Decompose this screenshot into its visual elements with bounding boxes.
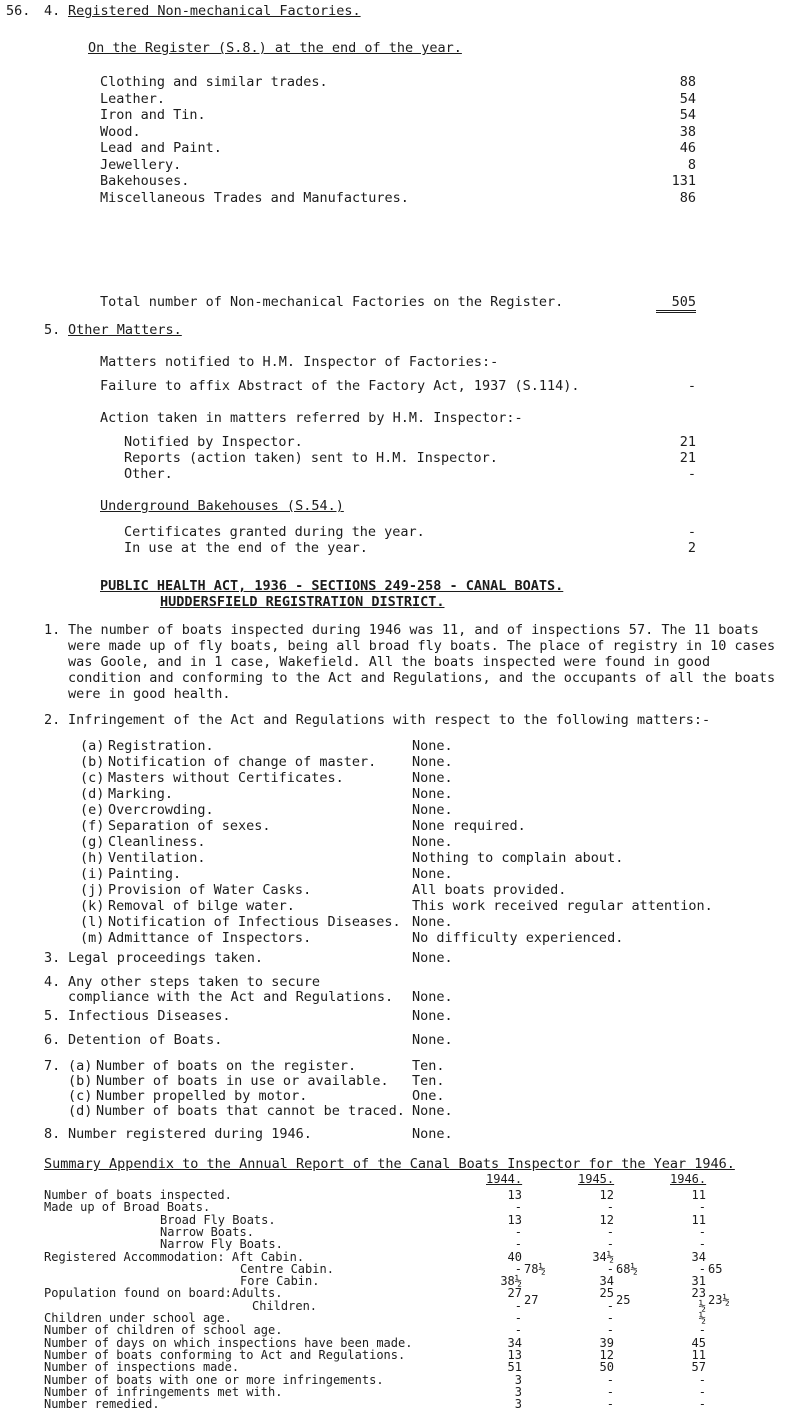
p1-line: condition and conforming to the Act and Regulations, and the occupants of all the boats bbox=[68, 670, 776, 686]
infringement-letter: (e) bbox=[80, 802, 105, 818]
summary-row-label: Registered Accommodation: Aft Cabin. bbox=[44, 1249, 305, 1264]
register-row-label: Jewellery. bbox=[100, 156, 182, 173]
infringement-value: None. bbox=[412, 786, 453, 802]
summary-cell: 12 bbox=[599, 1188, 614, 1202]
item-label2: compliance with the Act and Regulations. bbox=[68, 989, 394, 1005]
summary-row-label: Number of children of school age. bbox=[44, 1323, 283, 1338]
underground-row-label: In use at the end of the year. bbox=[124, 540, 368, 556]
underground-row-value: 2 bbox=[687, 540, 696, 556]
item-value: None. bbox=[412, 950, 453, 966]
summary-cell: 11 bbox=[691, 1188, 706, 1202]
summary-cell: 13 bbox=[507, 1212, 522, 1227]
infringement-letter: (g) bbox=[80, 834, 105, 850]
register-row-value: 8 bbox=[687, 156, 696, 173]
summary-row-label: Children. bbox=[252, 1298, 318, 1313]
p7-label: Number of boats in use or available. bbox=[96, 1073, 389, 1089]
summary-cell: - bbox=[606, 1200, 614, 1215]
item-num: 5. bbox=[44, 1008, 61, 1024]
infringement-letter: (b) bbox=[80, 754, 105, 770]
infringement-letter: (i) bbox=[80, 866, 105, 882]
summary-cell: - bbox=[514, 1237, 522, 1252]
item-num: 4. bbox=[44, 974, 61, 990]
p7-label: Number propelled by motor. bbox=[96, 1088, 308, 1104]
summary-row-label: Number of boats with one or more infringements. bbox=[44, 1372, 384, 1387]
infringement-letter: (d) bbox=[80, 786, 105, 802]
p1-line: was Goole, and in 1 case, Wakefield. All the boats inspected were found in good bbox=[68, 654, 711, 670]
item-value: None. bbox=[412, 1008, 453, 1024]
action-row-value: 21 bbox=[679, 434, 696, 450]
summary-cell: 34½ bbox=[592, 1249, 614, 1264]
infringement-value: None. bbox=[412, 754, 453, 770]
register-row-value: 54 bbox=[679, 90, 696, 107]
summary-cell: - bbox=[698, 1200, 706, 1215]
summary-cell: 3 bbox=[514, 1372, 522, 1387]
item-label: Infectious Diseases. bbox=[68, 1008, 231, 1024]
p2-heading: Infringement of the Act and Regulations with respect to the following matters:- bbox=[68, 712, 711, 728]
summary-cell: - bbox=[606, 1323, 614, 1338]
infringement-value: No difficulty experienced. bbox=[412, 930, 624, 946]
population-total: 27 bbox=[524, 1292, 539, 1307]
action-row-value: - bbox=[687, 466, 696, 482]
summary-cell: 23 bbox=[691, 1286, 706, 1301]
p1-line: The number of boats inspected during 1946 was 11, and of inspections 57. The 11 boats bbox=[68, 622, 759, 638]
summary-cell: - bbox=[698, 1261, 706, 1276]
summary-row-label: Number of days on which inspections have been made. bbox=[44, 1335, 413, 1350]
summary-cell: - bbox=[606, 1384, 614, 1399]
register-row-value: 54 bbox=[679, 107, 696, 123]
infringement-label: Separation of sexes. bbox=[108, 818, 271, 834]
p7-num: 7. bbox=[44, 1058, 61, 1074]
p7-value: Ten. bbox=[412, 1058, 445, 1074]
action-row-label: Reports (action taken) sent to H.M. Inspector. bbox=[124, 450, 498, 466]
p8-num: 8. bbox=[44, 1126, 61, 1142]
register-row-label: Miscellaneous Trades and Manufactures. bbox=[100, 189, 409, 206]
summary-cell: 27 bbox=[507, 1286, 522, 1301]
action-heading: Action taken in matters referred by H.M. Inspector:- bbox=[100, 410, 523, 426]
summary-row-label: Narrow Boats. bbox=[160, 1224, 254, 1239]
summary-cell: - bbox=[514, 1200, 522, 1215]
summary-cell: - bbox=[606, 1224, 614, 1239]
infringement-value: Nothing to complain about. bbox=[412, 850, 624, 866]
summary-cell: 50 bbox=[599, 1360, 614, 1375]
infringement-letter: (h) bbox=[80, 850, 105, 866]
p1-num: 1. bbox=[44, 622, 61, 638]
canal-subtitle: HUDDERSFIELD REGISTRATION DISTRICT. bbox=[160, 594, 445, 610]
p7-value: One. bbox=[412, 1088, 445, 1104]
infringement-label: Ventilation. bbox=[108, 850, 206, 866]
summary-cell: 34 bbox=[507, 1335, 522, 1350]
summary-cell: 51 bbox=[507, 1360, 522, 1375]
infringement-label: Overcrowding. bbox=[108, 802, 214, 818]
summary-cell: 12 bbox=[599, 1212, 614, 1227]
summary-row-label: Number of boats inspected. bbox=[44, 1188, 232, 1202]
item-label: Detention of Boats. bbox=[68, 1032, 223, 1048]
other-title: Other Matters. bbox=[68, 322, 182, 338]
summary-cell: - bbox=[606, 1372, 614, 1387]
p7-letter: (a) bbox=[68, 1058, 93, 1074]
register-row-value: 86 bbox=[679, 189, 696, 206]
infringement-letter: (c) bbox=[80, 770, 105, 786]
p7-letter: (b) bbox=[68, 1073, 93, 1089]
register-row-label: Clothing and similar trades. bbox=[100, 74, 328, 90]
infringement-value: All boats provided. bbox=[412, 882, 567, 898]
other-num: 5. bbox=[44, 322, 61, 338]
infringement-value: None required. bbox=[412, 818, 526, 834]
infringement-letter: (k) bbox=[80, 898, 105, 914]
summary-cell: - bbox=[698, 1224, 706, 1239]
section-title: Registered Non-mechanical Factories. bbox=[68, 3, 361, 19]
summary-row-label: Number remedied. bbox=[44, 1397, 160, 1412]
summary-row-label: Fore Cabin. bbox=[240, 1274, 320, 1289]
summary-cell: 40 bbox=[507, 1249, 522, 1264]
summary-cell: - bbox=[698, 1372, 706, 1387]
summary-cell: - bbox=[606, 1261, 614, 1276]
summary-cell: - bbox=[698, 1323, 706, 1338]
summary-cell: 34 bbox=[691, 1249, 706, 1264]
register-row-value: 46 bbox=[679, 140, 696, 156]
summary-cell: 34 bbox=[599, 1274, 614, 1289]
summary-row-label: Centre Cabin. bbox=[240, 1261, 334, 1276]
summary-row-label: Number of infringements met with. bbox=[44, 1384, 283, 1399]
summary-year: 1946. bbox=[670, 1172, 707, 1186]
register-total-label: Total number of Non-mechanical Factories on the Register. bbox=[100, 294, 564, 310]
summary-cell: 13 bbox=[507, 1188, 522, 1202]
notified-heading: Matters notified to H.M. Inspector of Factories:- bbox=[100, 354, 499, 370]
infringement-label: Masters without Certificates. bbox=[108, 770, 344, 786]
summary-title: Summary Appendix to the Annual Report of the Canal Boats Inspector for the Year 1946. bbox=[44, 1156, 735, 1172]
summary-cell: - bbox=[698, 1397, 706, 1412]
accommodation-total: 68½ bbox=[616, 1261, 638, 1276]
summary-cell: ½ bbox=[698, 1298, 706, 1313]
infringement-label: Admittance of Inspectors. bbox=[108, 930, 312, 946]
item-label: Any other steps taken to secure bbox=[68, 974, 320, 990]
infringement-value: None. bbox=[412, 834, 453, 850]
summary-row-label: Broad Fly Boats. bbox=[160, 1212, 276, 1227]
summary-cell: - bbox=[698, 1384, 706, 1399]
summary-cell: - bbox=[606, 1311, 614, 1325]
underground-row-label: Certificates granted during the year. bbox=[124, 524, 425, 540]
underground-row-value: - bbox=[687, 524, 696, 540]
infringement-value: None. bbox=[412, 866, 453, 882]
p8-value: None. bbox=[412, 1126, 453, 1142]
infringement-letter: (f) bbox=[80, 818, 105, 834]
infringement-letter: (l) bbox=[80, 914, 105, 930]
infringement-label: Painting. bbox=[108, 866, 182, 882]
summary-cell: 11 bbox=[691, 1212, 706, 1227]
register-row-value: 38 bbox=[679, 123, 696, 140]
accommodation-total: 65 bbox=[708, 1261, 723, 1276]
p1-line: were made up of fly boats, being all broad fly boats. The place of registry in 10 cases bbox=[68, 638, 776, 654]
infringement-label: Provision of Water Casks. bbox=[108, 882, 312, 898]
register-subtitle: On the Register (S.8.) at the end of the year. bbox=[88, 40, 462, 56]
population-total: 25 bbox=[616, 1292, 631, 1307]
summary-cell: - bbox=[606, 1397, 614, 1412]
summary-cell: 31 bbox=[691, 1274, 706, 1289]
population-total: 23½ bbox=[708, 1292, 730, 1307]
p7-label: Number of boats that cannot be traced. bbox=[96, 1103, 405, 1119]
section-number: 4. bbox=[44, 3, 61, 19]
summary-year: 1945. bbox=[578, 1172, 615, 1186]
summary-year: 1944. bbox=[486, 1172, 523, 1186]
action-row-value: 21 bbox=[679, 450, 696, 466]
summary-cell: - bbox=[514, 1261, 522, 1276]
summary-cell: - bbox=[698, 1237, 706, 1252]
summary-row-label: Narrow Fly Boats. bbox=[160, 1237, 283, 1252]
infringement-label: Registration. bbox=[108, 738, 214, 754]
summary-cell: 12 bbox=[599, 1347, 614, 1362]
summary-row-label: Population found on board:Adults. bbox=[44, 1286, 283, 1301]
item-num: 6. bbox=[44, 1032, 61, 1048]
item-value: None. bbox=[412, 1032, 453, 1048]
infringement-letter: (j) bbox=[80, 882, 105, 898]
p7-value: None. bbox=[412, 1103, 453, 1119]
infringement-value: None. bbox=[412, 914, 453, 930]
accommodation-total: 78½ bbox=[524, 1261, 546, 1276]
item-value: None. bbox=[412, 989, 453, 1005]
infringement-letter: (m) bbox=[80, 930, 105, 946]
summary-row-label: Number of inspections made. bbox=[44, 1360, 240, 1375]
action-row-label: Notified by Inspector. bbox=[124, 434, 303, 450]
page-number: 56. bbox=[6, 3, 31, 19]
failure-label: Failure to affix Abstract of the Factory Act, 1937 (S.114). bbox=[100, 378, 580, 394]
register-total-value: 505 bbox=[656, 294, 696, 313]
register-row-label: Wood. bbox=[100, 123, 141, 140]
register-row-value: 88 bbox=[679, 74, 696, 90]
item-label: Legal proceedings taken. bbox=[68, 950, 264, 966]
summary-cell: 25 bbox=[599, 1286, 614, 1301]
failure-value: - bbox=[687, 378, 696, 394]
summary-cell: - bbox=[514, 1298, 522, 1313]
register-row-value: 131 bbox=[671, 173, 696, 189]
summary-cell: - bbox=[514, 1323, 522, 1338]
register-row-label: Lead and Paint. bbox=[100, 140, 222, 156]
canal-title: PUBLIC HEALTH ACT, 1936 - SECTIONS 249-258 - CANAL BOATS. bbox=[100, 578, 564, 594]
summary-cell: 38½ bbox=[500, 1274, 522, 1289]
infringement-value: None. bbox=[412, 802, 453, 818]
p2-num: 2. bbox=[44, 712, 61, 728]
summary-cell: 3 bbox=[514, 1397, 522, 1412]
infringement-label: Notification of change of master. bbox=[108, 754, 377, 770]
register-row-label: Iron and Tin. bbox=[100, 107, 206, 123]
p1-line: were in good health. bbox=[68, 686, 231, 702]
summary-cell: - bbox=[606, 1237, 614, 1252]
register-row-label: Bakehouses. bbox=[100, 173, 190, 189]
summary-row-label: Children under school age. bbox=[44, 1311, 232, 1325]
infringement-label: Removal of bilge water. bbox=[108, 898, 295, 914]
p7-label: Number of boats on the register. bbox=[96, 1058, 357, 1074]
p7-value: Ten. bbox=[412, 1073, 445, 1089]
summary-row-label: Made up of Broad Boats. bbox=[44, 1200, 211, 1215]
summary-cell: 13 bbox=[507, 1347, 522, 1362]
item-num: 3. bbox=[44, 950, 61, 966]
summary-cell: ½ bbox=[698, 1311, 706, 1325]
infringement-value: None. bbox=[412, 770, 453, 786]
infringement-label: Cleanliness. bbox=[108, 834, 206, 850]
infringement-label: Notification of Infectious Diseases. bbox=[108, 914, 401, 930]
p7-letter: (c) bbox=[68, 1088, 93, 1104]
infringement-letter: (a) bbox=[80, 738, 105, 754]
action-row-label: Other. bbox=[124, 466, 173, 482]
p8-label: Number registered during 1946. bbox=[68, 1126, 312, 1142]
summary-cell: 45 bbox=[691, 1335, 706, 1350]
underground-title: Underground Bakehouses (S.54.) bbox=[100, 498, 344, 514]
summary-cell: - bbox=[514, 1224, 522, 1239]
summary-cell: 3 bbox=[514, 1384, 522, 1399]
infringement-value: This work received regular attention. bbox=[412, 898, 713, 914]
summary-cell: 11 bbox=[691, 1347, 706, 1362]
infringement-label: Marking. bbox=[108, 786, 174, 802]
register-row-label: Leather. bbox=[100, 90, 166, 107]
infringement-value: None. bbox=[412, 738, 453, 754]
p7-letter: (d) bbox=[68, 1103, 93, 1119]
summary-cell: 57 bbox=[691, 1360, 706, 1375]
summary-cell: - bbox=[606, 1298, 614, 1313]
summary-row-label: Number of boats conforming to Act and Regulations. bbox=[44, 1347, 406, 1362]
summary-cell: 39 bbox=[599, 1335, 614, 1350]
summary-cell: - bbox=[514, 1311, 522, 1325]
